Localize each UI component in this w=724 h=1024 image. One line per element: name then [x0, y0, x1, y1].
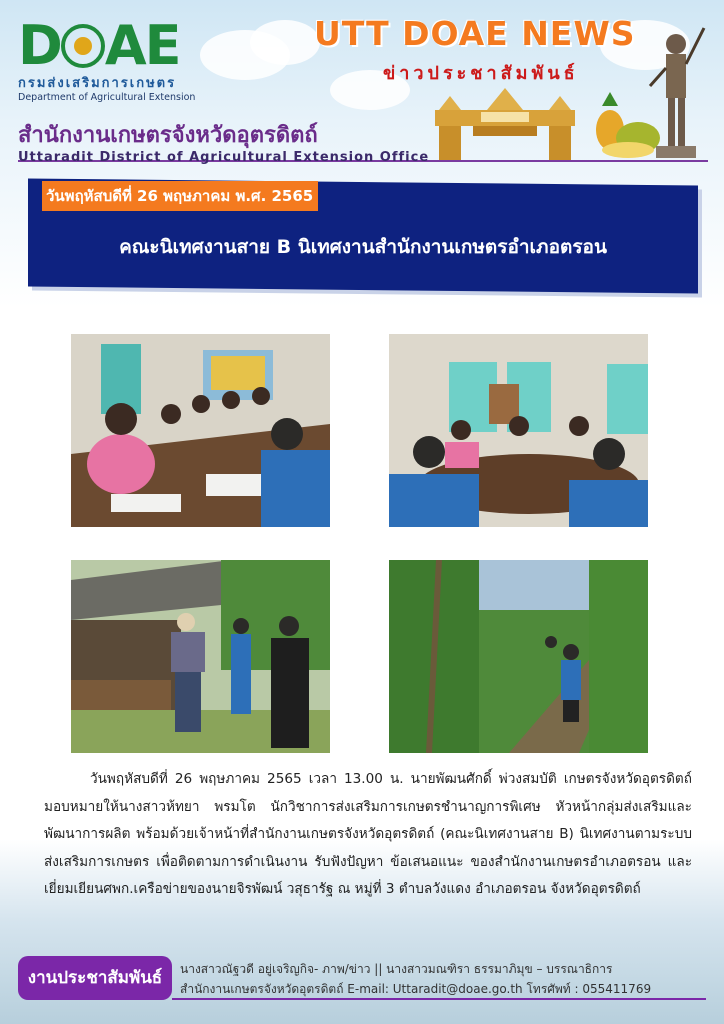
date-tag: วันพฤหัสบดีที่ 26 พฤษภาคม พ.ศ. 2565 [42, 181, 318, 211]
cloud [250, 20, 320, 65]
news-subtitle: ข่าวประชาสัมพันธ์ [383, 63, 579, 84]
field-visit-photo-1 [71, 560, 330, 753]
article-body-text: วันพฤหัสบดีที่ 26 พฤษภาคม 2565 เวลา 13.00 น. นายพัฒนศักดิ์ พ่วงสมบัติ เกษตรจังหวัดอุตรดิตถ์ มอบหมายให้นางสาวห้ทยา พรมโต นักวิชาการส่งเสริมการเกษตรชำนาญการพิเศษ หัวหน้ากลุ่มส่งเสริมและพัฒนาการผลิต พร้อมด้วยเจ้าหน้าที่สำนักงานเกษตรจังหวัดอุตรดิตถ์ (คณะนิเทศงานสาย B) นิเทศงานตามระบบส่งเสริมการเกษตร เพื่อติดตามการดำเนินงาน รับฟังปัญหา ข้อเสนอแนะ ของสำนักงานเกษตรอำเภอตรอน และเยี่ยมเยียนศพก.เครือข่ายของนายจิรพัฒน์ วสุธารัฐ ณ หมู่ที่ 3 ตำบลวังแดง อำเภอตรอน จังหวัดอุตรดิตถ์ [44, 771, 692, 897]
footer-divider [172, 998, 706, 1000]
doae-logo: D AE [18, 14, 180, 77]
logo-subtitle-th: กรมส่งเสริมการเกษตร [18, 76, 177, 91]
footer-pr-tag: งานประชาสัมพันธ์ [18, 956, 172, 1000]
city-gate-illustration [425, 88, 585, 160]
statue-illustration [646, 24, 706, 160]
logo-subtitle-en: Department of Agricultural Extension [18, 92, 196, 103]
news-title: UTT DOAE NEWS [314, 14, 636, 53]
emblem-icon [61, 24, 105, 68]
field-visit-photo-2 [389, 560, 648, 753]
meeting-photo-2 [389, 334, 648, 527]
article-body [44, 766, 692, 904]
meeting-photo-1 [71, 334, 330, 527]
office-name-en: Uttaradit District of Agricultural Extension Office [18, 150, 430, 165]
office-name-th: สำนักงานเกษตรจังหวัดอุตรดิตถ์ [18, 123, 318, 148]
footer-credits: นางสาวณัฐวดี อยู่เจริญกิจ- ภาพ/ข่าว || นางสาวมณฑิรา ธรรมาภิมุข – บรรณาธิการ [180, 962, 613, 976]
footer-contact: สำนักงานเกษตรจังหวัดอุตรดิตถ์ E-mail: Uttaradit@doae.go.th โทรศัพท์ : 055411769 [180, 982, 652, 996]
headline: คณะนิเทศงานสาย B นิเทศงานสำนักงานเกษตรอำเภอตรอน [119, 236, 607, 258]
